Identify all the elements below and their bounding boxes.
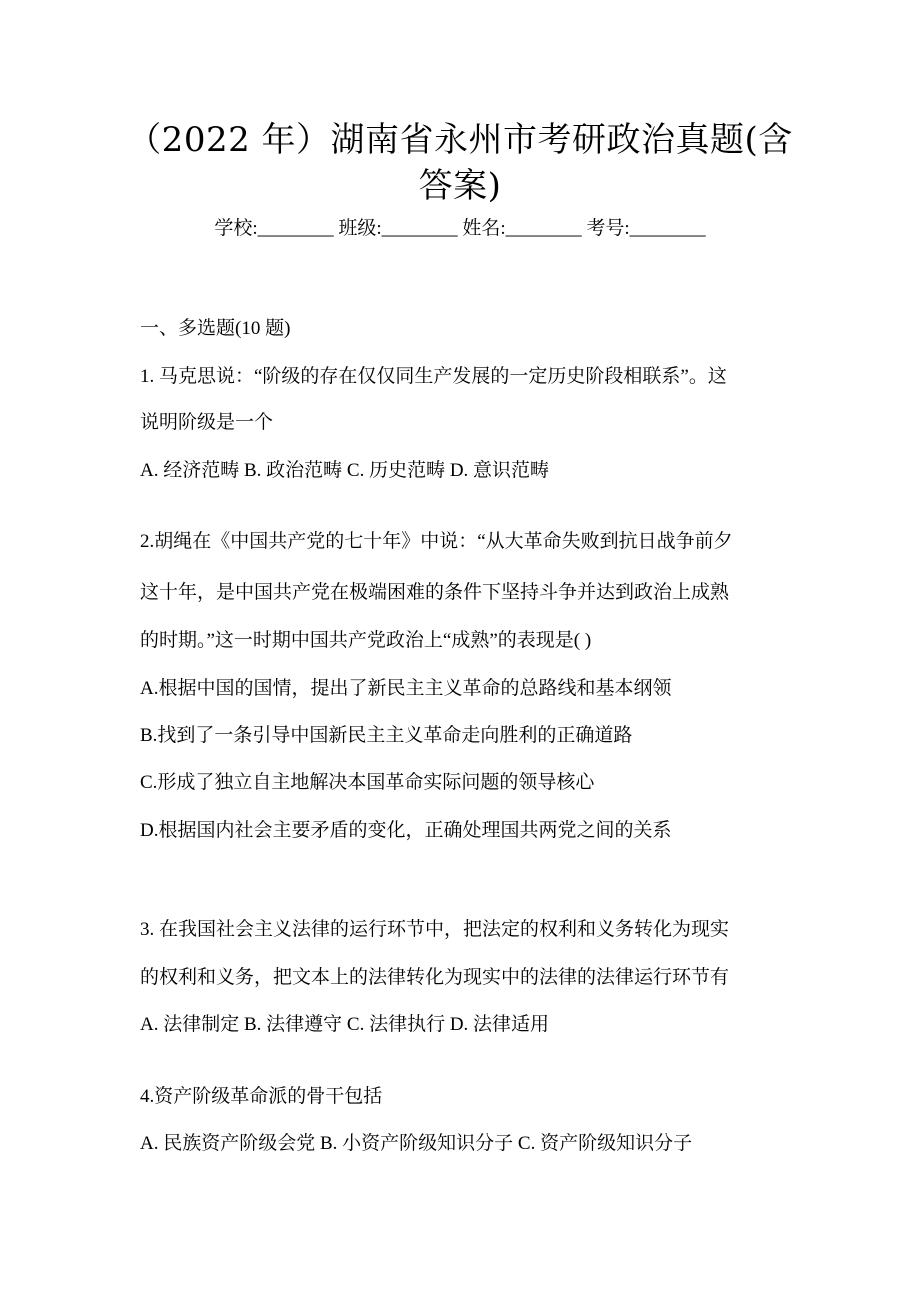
question-1-line-1: 1. 马克思说：“阶级的存在仅仅同生产发展的一定历史阶段相联系”。这: [140, 366, 727, 387]
question-2-line-2: 这十年，是中国共产党在极端困难的条件下坚持斗争并达到政治上成熟: [140, 582, 730, 603]
question-4-options: A. 民族资产阶级会党 B. 小资产阶级知识分子 C. 资产阶级知识分子: [140, 1133, 693, 1154]
question-3-line-2: 的权利和义务，把文本上的法律转化为现实中的法律的法律运行环节有: [140, 967, 730, 988]
section-header: 一、多选题(10 题): [140, 318, 291, 339]
question-2-option-d: D.根据国内社会主要矛盾的变化，正确处理国共两党之间的关系: [140, 820, 672, 841]
question-2-option-a: A.根据中国的国情，提出了新民主主义革命的总路线和基本纲领: [140, 678, 672, 699]
question-1-line-2: 说明阶级是一个: [140, 412, 274, 433]
document-title-line-2: 答案): [418, 166, 502, 206]
question-4-line-1: 4.资产阶级革命派的骨干包括: [140, 1086, 383, 1107]
question-3-line-1: 3. 在我国社会主义法律的运行环节中，把法定的权利和义务转化为现实: [140, 919, 730, 940]
question-2-option-c: C.形成了独立自主地解决本国革命实际问题的领导核心: [140, 772, 595, 793]
student-info-line: 学校:________ 班级:________ 姓名:________ 考号:________: [214, 218, 706, 239]
question-2-line-3: 的时期。”这一时期中国共产党政治上“成熟”的表现是( ): [140, 630, 592, 651]
question-2-option-b: B.找到了一条引导中国新民主主义革命走向胜利的正确道路: [140, 725, 633, 746]
question-1-options: A. 经济范畴 B. 政治范畴 C. 历史范畴 D. 意识范畴: [140, 460, 550, 481]
question-2-line-1: 2.胡绳在《中国共产党的七十年》中说：“从大革命失败到抗日战争前夕: [140, 531, 733, 552]
question-3-options: A. 法律制定 B. 法律遵守 C. 法律执行 D. 法律适用: [140, 1014, 550, 1035]
document-title-line-1: （2022 年）湖南省永州市考研政治真题(含: [127, 120, 793, 160]
